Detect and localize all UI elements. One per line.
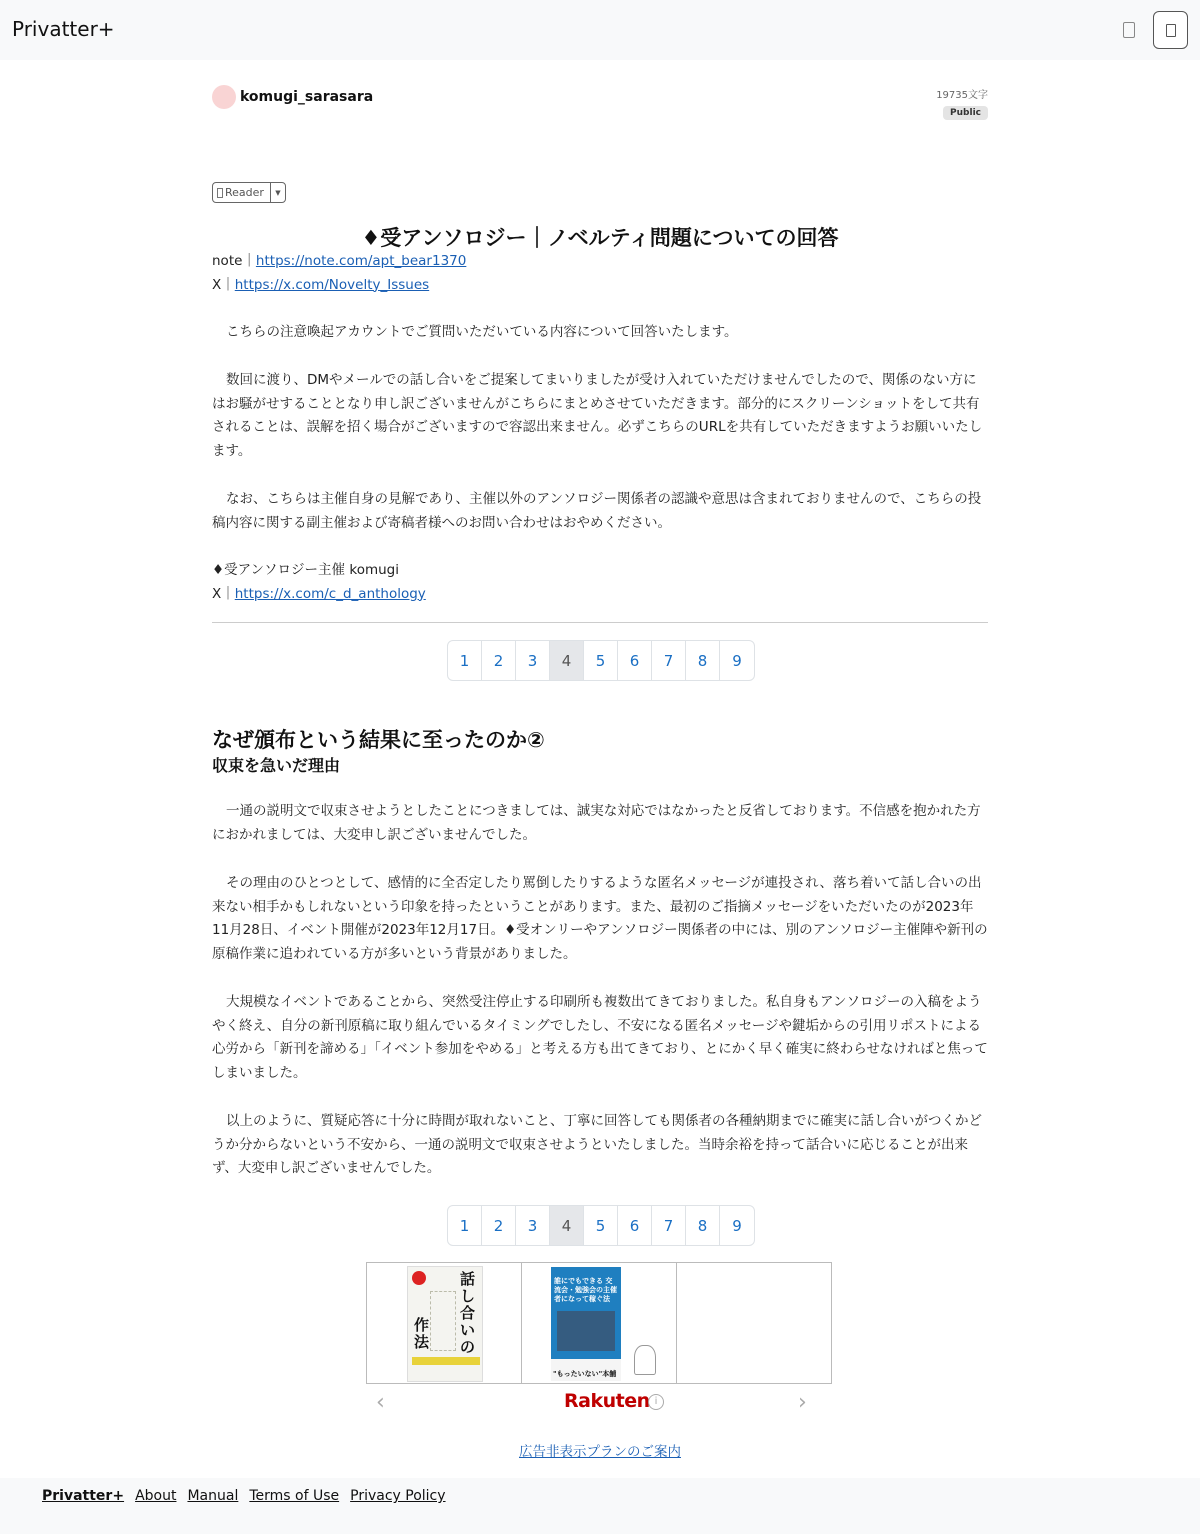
- intro-paragraph-3: なお、こちらは主催自身の見解であり、主催以外のアンソロジー関係者の認識や意思は含まれておりませんので、こちらの投稿内容に関する副主催および寄稿者様へのお問い合わせはおやめください。: [212, 491, 982, 531]
- book-header: 誰にでもできる 交流会・勉強会の主催者になって稼ぐ法: [554, 1277, 617, 1303]
- footer: [0, 1478, 1200, 1534]
- ad-free-plan-link[interactable]: 広告非表示プランのご案内: [519, 1444, 681, 1460]
- next-arrow-icon[interactable]: ›: [798, 1390, 807, 1415]
- book-band: [412, 1357, 480, 1365]
- author-name[interactable]: komugi_sarasara: [240, 89, 374, 105]
- page-link-3[interactable]: 3: [516, 641, 550, 680]
- pagination-bottom: [447, 1205, 755, 1246]
- ad-carousel: [366, 1262, 834, 1384]
- section-paragraph-3: 大規模なイベントであることから、突然受注停止する印刷所も複数出てきておりました。私自身もアンソロジーの入稿をようやく終え、自分の新刊原稿に取り組んでいるタイミングでしたし、不安になる匿名メッセージや鍵垢からの引用リポストによる心労から「新刊を諦める」「イベント参加をやめる」と考える方も出てきており、とにかく早く確実に終わらせなければと焦ってしまいました。: [212, 994, 988, 1081]
- page-link-4[interactable]: 4: [550, 641, 584, 680]
- page-link-2[interactable]: 2: [482, 1206, 516, 1245]
- reader-button-group: [212, 182, 286, 203]
- reader-button[interactable]: [213, 183, 271, 202]
- book-photo: [557, 1311, 615, 1351]
- page-link-7[interactable]: 7: [652, 1206, 686, 1245]
- page-link-9[interactable]: 9: [732, 651, 742, 670]
- footer-terms-link[interactable]: Terms of Use: [249, 1488, 340, 1504]
- mascot-illustration: [634, 1345, 656, 1375]
- shop-name: "もったいない"本舗: [553, 1370, 617, 1378]
- divider: [212, 622, 988, 623]
- post-title: ♦受アンソロジー｜ノベルティ問題についての回答: [361, 226, 839, 250]
- intro-paragraph-1: こちらの注意喚起アカウントでご質問いただいている内容について回答いたします。: [226, 324, 738, 340]
- pagination-top: [447, 640, 755, 681]
- book-title-left: 作法: [414, 1316, 430, 1351]
- signature-line: ♦受アンソロジー主催 komugi: [212, 562, 399, 578]
- book-cover-1: [407, 1266, 483, 1382]
- section-subheading: 収束を急いだ理由: [212, 756, 341, 775]
- navbar: [0, 0, 1200, 60]
- ad-item-3[interactable]: [676, 1262, 832, 1384]
- page-link-2[interactable]: 2: [482, 641, 516, 680]
- ad-item-2[interactable]: [521, 1262, 677, 1384]
- page-link-4[interactable]: 4: [550, 1206, 584, 1245]
- x-link[interactable]: https://x.com/Novelty_Issues: [234, 276, 430, 293]
- sig-x-prefix: X｜: [212, 585, 235, 602]
- rakuten-logo[interactable]: Rakuten: [564, 1390, 650, 1412]
- page-link-5[interactable]: 5: [584, 1206, 618, 1245]
- info-icon[interactable]: i: [648, 1394, 664, 1410]
- signature: [212, 559, 988, 606]
- ad-plan: [0, 1440, 1200, 1460]
- page-link-6[interactable]: 6: [618, 641, 652, 680]
- page-link-8[interactable]: 8: [686, 1206, 720, 1245]
- mobile-icon[interactable]: [1123, 22, 1135, 38]
- sig-x-link[interactable]: https://x.com/c_d_anthology: [234, 585, 426, 602]
- intro-paragraph-2: 数回に渡り、DMやメールでの話し合いをご提案してまいりましたが受け入れていただけませんでしたので、関係のない方にはお騒がせすることとなり申し訳ございませんがこちらにまとめさせていただきます。部分的にスクリーンショットをして共有されることは、誤解を招く場合がございますので容認出来ません。必ずこちらのURLを共有していただきますようお願いいたします。: [212, 372, 983, 459]
- page-link-9[interactable]: 9: [732, 1216, 742, 1235]
- section-paragraph-2: その理由のひとつとして、感情的に全否定したり罵倒したりするような匿名メッセージが連投され、落ち着いて話し合いの出来ない相手かもしれないという印象を持ったということがあります。また、最初のご指摘メッセージをいただいたのが2023年11月28日、イベント開催が2023年12月17日。♦受オンリーやアンソロジー関係者の中には、別のアンソロジー主催陣や新刊の原稿作業に追われている方が多いという背景がありました。: [212, 875, 988, 962]
- footer-links: [42, 1488, 446, 1504]
- book-cover-2: [551, 1267, 621, 1381]
- visibility-badge: Public: [943, 106, 988, 120]
- page-link-1[interactable]: 1: [448, 641, 482, 680]
- char-count: 19735文字: [936, 90, 988, 101]
- page-link-6[interactable]: 6: [618, 1206, 652, 1245]
- badge-icon: [412, 1271, 426, 1285]
- ad-footer: [366, 1388, 834, 1418]
- footer-manual-link[interactable]: Manual: [187, 1488, 239, 1504]
- menu-toggle-button[interactable]: [1153, 11, 1188, 49]
- footer-privacy-link[interactable]: Privacy Policy: [350, 1488, 446, 1504]
- x-prefix: X｜: [212, 276, 235, 293]
- prev-arrow-icon[interactable]: ‹: [376, 1390, 385, 1415]
- brand-logo[interactable]: Privatter+: [12, 17, 115, 41]
- footer-about-link[interactable]: About: [135, 1488, 177, 1504]
- note-link[interactable]: https://note.com/apt_bear1370: [255, 253, 467, 269]
- illustration: [430, 1291, 456, 1351]
- section-paragraph-4: 以上のように、質疑応答に十分に時間が取れないこと、丁寧に回答しても関係者の各種納期までに確実に話し合いがつくかどうか分からないという不安から、一通の説明文で収束させようといたしました。当時余裕を持って話合いに応じることが出来ず、大変申し訳ございませんでした。: [212, 1113, 982, 1177]
- book-title-right: 話し合いの: [460, 1270, 476, 1356]
- avatar[interactable]: [212, 85, 236, 109]
- page-link-3[interactable]: 3: [516, 1206, 550, 1245]
- book-icon: [217, 188, 223, 198]
- reader-label: Reader: [225, 186, 264, 199]
- menu-icon: [1166, 24, 1176, 37]
- post-links: [212, 250, 988, 297]
- author-info[interactable]: [212, 84, 373, 110]
- page-link-7[interactable]: 7: [652, 641, 686, 680]
- page-link-8[interactable]: 8: [686, 641, 720, 680]
- section-heading: なぜ頒布という結果に至ったのか②: [212, 728, 545, 752]
- footer-brand-link[interactable]: Privatter+: [42, 1488, 125, 1504]
- page-link-1[interactable]: 1: [448, 1206, 482, 1245]
- section-paragraph-1: 一通の説明文で収束させようとしたことにつきましては、誠実な対応ではなかったと反省しております。不信感を抱かれた方におかれましては、大変申し訳ございませんでした。: [212, 803, 981, 843]
- note-prefix: note｜: [212, 253, 256, 269]
- reader-dropdown-toggle[interactable]: ▼: [275, 188, 281, 197]
- ad-item-1[interactable]: [366, 1262, 522, 1384]
- page-link-5[interactable]: 5: [584, 641, 618, 680]
